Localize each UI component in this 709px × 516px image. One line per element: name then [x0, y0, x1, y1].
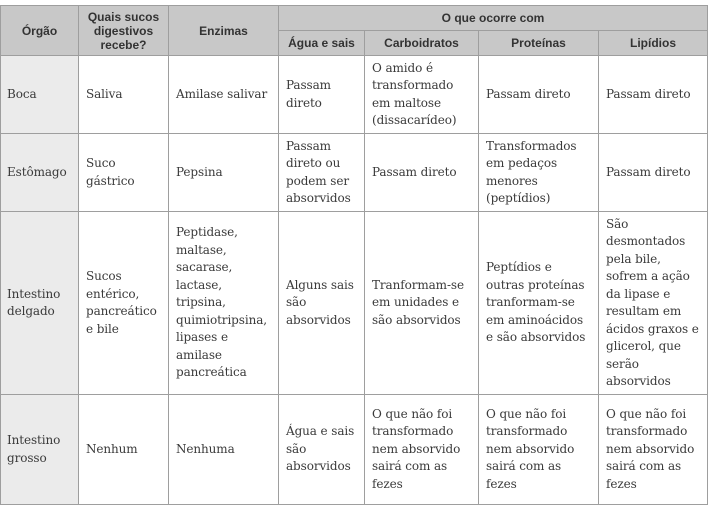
cell-orgao: Estômago [1, 134, 79, 212]
cell-enzimas: Amilase salivar [169, 56, 279, 134]
cell-proteinas: Peptídios e outras proteínas tranformam-se em aminoácidos e são absorvidos [479, 212, 599, 395]
cell-agua: Passam direto [279, 56, 365, 134]
header-o-que-ocorre: O que ocorre com [279, 6, 708, 31]
cell-sucos: Suco gástrico [79, 134, 169, 212]
cell-lipidios: São desmontados pela bile, sofrem a ação da lipase e resultam em ácidos graxos e glicerol, que serão absorvidos [599, 212, 708, 395]
cell-proteinas: Transformados em pedaços menores (peptídios) [479, 134, 599, 212]
cell-agua: Passam direto ou podem ser absorvidos [279, 134, 365, 212]
header-proteinas: Proteínas [479, 31, 599, 56]
table-row [1, 134, 708, 212]
header-row-top [1, 6, 708, 31]
cell-orgao: Intestino delgado [1, 212, 79, 395]
table-row [1, 395, 708, 505]
header-lipidios: Lipídios [599, 31, 708, 56]
cell-sucos: Saliva [79, 56, 169, 134]
table-row [1, 212, 708, 395]
cell-carboidratos: O que não foi transformado nem absorvido sairá com as fezes [365, 395, 479, 505]
cell-proteinas: Passam direto [479, 56, 599, 134]
header-enzimas: Enzimas [169, 6, 279, 56]
cell-carboidratos: O amido é transformado em maltose (dissacarídeo) [365, 56, 479, 134]
cell-enzimas: Nenhuma [169, 395, 279, 505]
cell-orgao: Intestino grosso [1, 395, 79, 505]
cell-enzimas: Peptidase, maltase, sacarase, lactase, tripsina, quimiotripsina, lipases e amilase pancreática [169, 212, 279, 395]
cell-agua: Alguns sais são absorvidos [279, 212, 365, 395]
cell-sucos: Nenhum [79, 395, 169, 505]
header-orgao: Órgão [1, 6, 79, 56]
cell-carboidratos: Tranformam-se em unidades e são absorvidos [365, 212, 479, 395]
header-sucos: Quais sucos digestivos recebe? [79, 6, 169, 56]
header-carboidratos: Carboidratos [365, 31, 479, 56]
digestion-table [0, 5, 708, 505]
cell-lipidios: Passam direto [599, 134, 708, 212]
cell-carboidratos: Passam direto [365, 134, 479, 212]
header-agua: Água e sais [279, 31, 365, 56]
cell-orgao: Boca [1, 56, 79, 134]
cell-proteinas: O que não foi transformado nem absorvido sairá com as fezes [479, 395, 599, 505]
cell-agua: Água e sais são absorvidos [279, 395, 365, 505]
cell-sucos: Sucos entérico, pancreático e bile [79, 212, 169, 395]
table-row [1, 56, 708, 134]
cell-lipidios: O que não foi transformado nem absorvido sairá com as fezes [599, 395, 708, 505]
cell-lipidios: Passam direto [599, 56, 708, 134]
cell-enzimas: Pepsina [169, 134, 279, 212]
